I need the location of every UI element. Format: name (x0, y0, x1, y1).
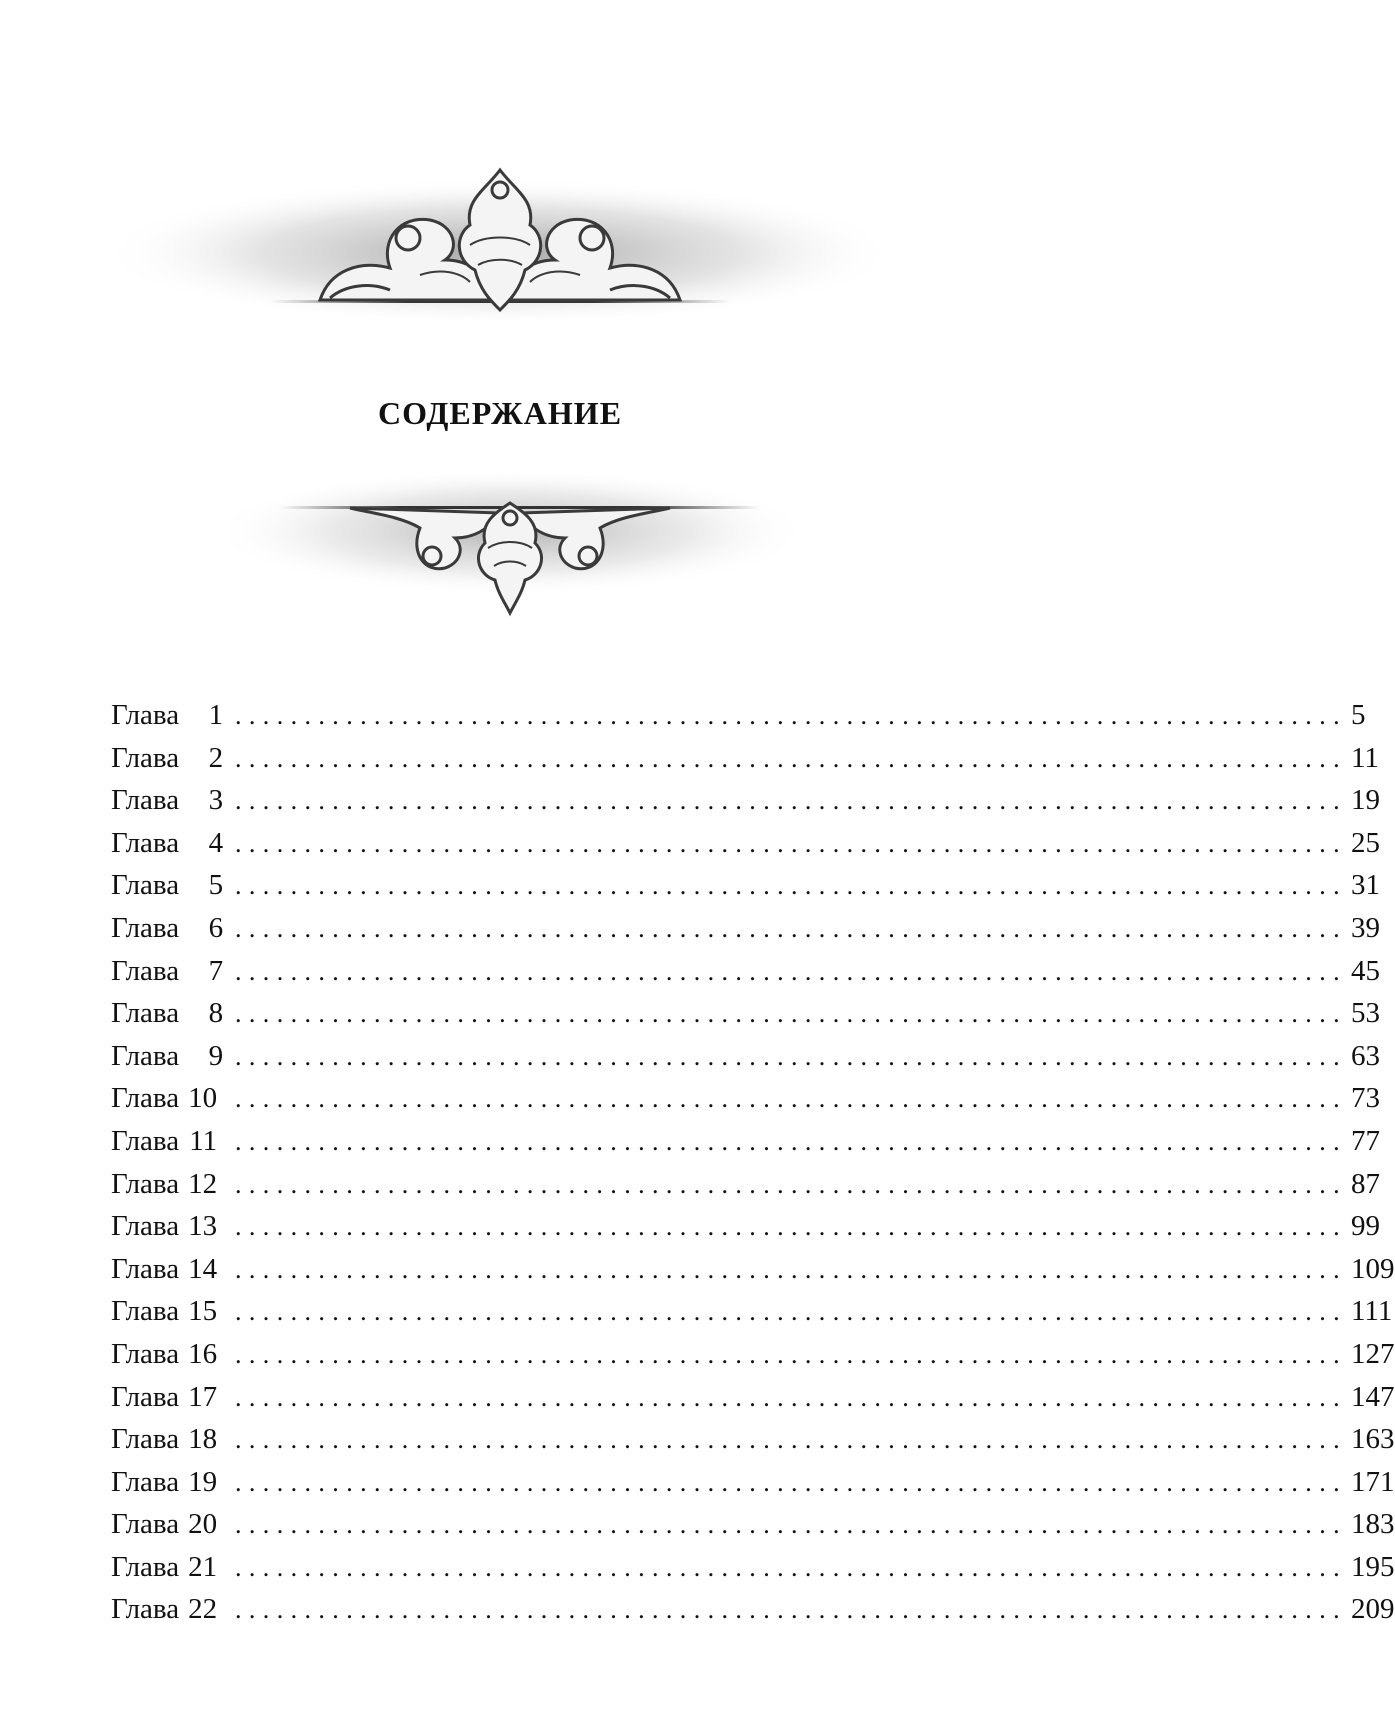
chapter-number: 21 (188, 1550, 218, 1583)
toc-entry (111, 1248, 1395, 1291)
dot-leader: ................................................................................ (235, 1467, 1347, 1497)
toc-entry (111, 1077, 1380, 1120)
dot-leader: ................................................................................ (235, 786, 1347, 816)
page-number: 209 (1351, 1593, 1395, 1626)
page-number: 45 (1351, 954, 1380, 987)
chapter-word: Глава (111, 1210, 180, 1243)
page-number: 99 (1351, 1210, 1380, 1243)
chapter-word: Глава (111, 869, 180, 902)
chapter-label (111, 779, 229, 822)
chapter-word: Глава (111, 1380, 180, 1413)
chapter-number: 9 (208, 1039, 224, 1072)
toc-entry (111, 1588, 1395, 1631)
chapter-number: 12 (188, 1167, 218, 1200)
chapter-label (111, 1248, 229, 1291)
chapter-label (111, 1333, 229, 1376)
dot-leader: ................................................................................ (235, 1425, 1347, 1455)
toc-entry (111, 1290, 1393, 1333)
chapter-word: Глава (111, 784, 180, 817)
toc-entry (111, 992, 1380, 1035)
chapter-word: Глава (111, 1039, 180, 1072)
page-number: 127 (1351, 1337, 1395, 1370)
chapter-number: 3 (208, 784, 224, 817)
chapter-word: Глава (111, 1167, 180, 1200)
toc-entry (111, 779, 1380, 822)
page-number: 109 (1351, 1252, 1395, 1285)
chapter-word: Глава (111, 1124, 180, 1157)
chapter-word: Глава (111, 1465, 180, 1498)
chapter-word: Глава (111, 699, 180, 731)
chapter-number: 11 (189, 1124, 218, 1157)
page-number: 25 (1351, 826, 1380, 859)
toc-entry (111, 1163, 1380, 1206)
chapter-word: Глава (111, 826, 180, 859)
chapter-label (111, 1503, 229, 1546)
chapter-label (111, 1461, 229, 1504)
toc-entry (111, 1546, 1395, 1589)
table-of-contents (111, 694, 1395, 1631)
chapter-word: Глава (111, 1337, 180, 1370)
dot-leader: ................................................................................ (235, 1254, 1347, 1284)
toc-entry (111, 1376, 1395, 1419)
chapter-word: Глава (111, 1423, 180, 1456)
baroque-scroll-ornament-icon (0, 150, 1000, 350)
chapter-number: 22 (188, 1593, 218, 1626)
chapter-label (111, 907, 229, 950)
dot-leader: ................................................................................ (235, 871, 1347, 901)
chapter-label (111, 1163, 229, 1206)
page-number: 73 (1351, 1082, 1380, 1115)
chapter-label (111, 737, 229, 780)
dot-leader: ................................................................................ (235, 1169, 1347, 1199)
chapter-word: Глава (111, 1082, 180, 1115)
page-number: 171 (1351, 1465, 1395, 1498)
toc-entry (111, 737, 1379, 780)
chapter-word: Глава (111, 1593, 180, 1626)
page-title: СОДЕРЖАНИЕ (377, 395, 623, 431)
chapter-label (111, 1588, 229, 1631)
chapter-number: 10 (188, 1082, 218, 1115)
chapter-number: 17 (188, 1380, 218, 1413)
chapter-number: 19 (188, 1465, 218, 1498)
toc-entry (111, 1205, 1380, 1248)
chapter-word: Глава (111, 741, 180, 774)
dot-leader: ................................................................................ (235, 1595, 1347, 1625)
chapter-label (111, 1376, 229, 1419)
toc-entry (111, 694, 1366, 737)
chapter-word: Глава (111, 911, 180, 944)
chapter-label (111, 694, 229, 737)
dot-leader: ................................................................................ (235, 1212, 1347, 1242)
chapter-label (111, 864, 229, 907)
chapter-number: 6 (208, 911, 224, 944)
dot-leader: ................................................................................ (235, 743, 1347, 773)
chapter-label (111, 1120, 229, 1163)
page-number: 11 (1351, 741, 1379, 774)
page-number: 19 (1351, 784, 1380, 817)
toc-entry (111, 907, 1380, 950)
page-number: 5 (1351, 699, 1366, 731)
chapter-label (111, 1290, 229, 1333)
chapter-label (111, 1205, 229, 1248)
dot-leader: ................................................................................ (235, 1126, 1347, 1156)
toc-entry (111, 950, 1380, 993)
chapter-number: 16 (188, 1337, 218, 1370)
page-number: 53 (1351, 997, 1380, 1030)
chapter-number: 18 (188, 1423, 218, 1456)
chapter-label (111, 992, 229, 1035)
dot-leader: ................................................................................ (235, 1552, 1347, 1582)
chapter-word: Глава (111, 1295, 180, 1328)
baroque-scroll-ornament-icon (0, 468, 1000, 628)
page-number: 183 (1351, 1508, 1395, 1541)
chapter-number: 15 (188, 1295, 218, 1328)
page-number: 111 (1351, 1295, 1393, 1328)
toc-entry (111, 1120, 1380, 1163)
chapter-number: 13 (188, 1210, 218, 1243)
chapter-number: 2 (208, 741, 224, 774)
dot-leader: ................................................................................ (235, 1510, 1347, 1540)
toc-entry (111, 1461, 1395, 1504)
dot-leader: ................................................................................ (235, 1382, 1347, 1412)
dot-leader: ................................................................................ (235, 1297, 1347, 1327)
chapter-word: Глава (111, 1550, 180, 1583)
chapter-number: 1 (208, 699, 224, 731)
chapter-word: Глава (111, 954, 180, 987)
toc-entry (111, 1333, 1395, 1376)
toc-entry (111, 1503, 1395, 1546)
chapter-label (111, 1418, 229, 1461)
dot-leader: ................................................................................ (235, 828, 1347, 858)
chapter-number: 4 (208, 826, 224, 859)
chapter-label (111, 1546, 229, 1589)
chapter-label (111, 950, 229, 993)
page-number: 87 (1351, 1167, 1380, 1200)
chapter-label (111, 1035, 229, 1078)
dot-leader: ................................................................................ (235, 1084, 1347, 1114)
chapter-word: Глава (111, 1508, 180, 1541)
page-number: 163 (1351, 1423, 1395, 1456)
page-number: 147 (1351, 1380, 1395, 1413)
toc-entry (111, 1035, 1380, 1078)
toc-entry (111, 864, 1380, 907)
page-number: 31 (1351, 869, 1380, 902)
page-number: 77 (1351, 1124, 1380, 1157)
chapter-number: 5 (208, 869, 224, 902)
dot-leader: ................................................................................ (235, 1041, 1347, 1071)
dot-leader: ................................................................................ (235, 1339, 1347, 1369)
toc-entry (111, 1418, 1395, 1461)
dot-leader: ................................................................................ (235, 956, 1347, 986)
chapter-label (111, 822, 229, 865)
chapter-number: 14 (188, 1252, 218, 1285)
dot-leader: ................................................................................ (235, 701, 1347, 730)
chapter-word: Глава (111, 1252, 180, 1285)
page-number: 63 (1351, 1039, 1380, 1072)
chapter-label (111, 1077, 229, 1120)
chapter-number: 7 (208, 954, 224, 987)
page-number: 39 (1351, 911, 1380, 944)
chapter-word: Глава (111, 997, 180, 1030)
page-number: 195 (1351, 1550, 1395, 1583)
dot-leader: ................................................................................ (235, 913, 1347, 943)
chapter-number: 20 (188, 1508, 218, 1541)
dot-leader: ................................................................................ (235, 999, 1347, 1029)
toc-entry (111, 822, 1380, 865)
chapter-number: 8 (208, 997, 224, 1030)
